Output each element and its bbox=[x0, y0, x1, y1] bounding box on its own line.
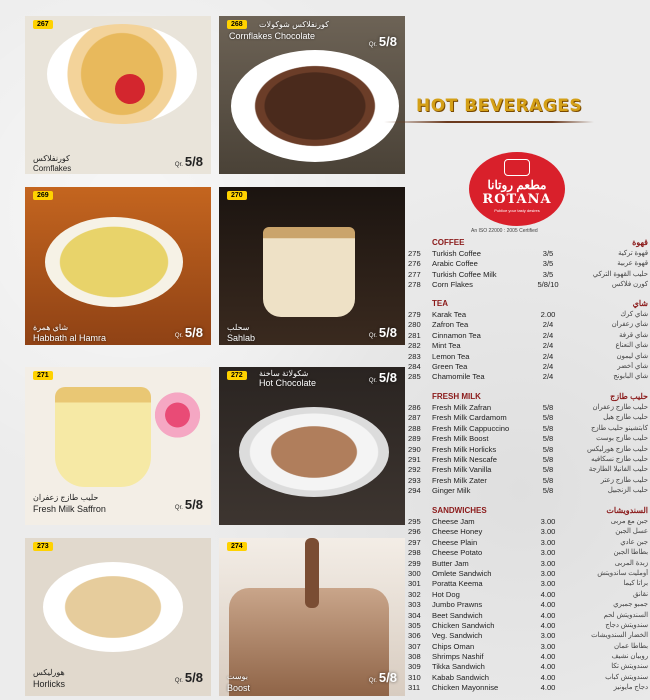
menu-item bbox=[408, 445, 648, 455]
tile-cornflakes-chocolate bbox=[219, 16, 405, 174]
menu-item-name-ar: سندويتش كباب bbox=[605, 673, 648, 681]
menu-item-name-en: Chamomile Tea bbox=[432, 372, 485, 382]
menu-item-price: 5/8 bbox=[542, 444, 554, 454]
menu-item-name-en: Zafron Tea bbox=[432, 320, 469, 330]
menu-item-name-ar: شاي كرك bbox=[620, 311, 648, 318]
menu-item-number: 277 bbox=[408, 269, 421, 279]
item-price: Qr. 5/8 bbox=[368, 325, 397, 340]
menu-item-price: 5/8 bbox=[542, 423, 554, 433]
title-divider bbox=[384, 121, 594, 123]
menu-item-number: 301 bbox=[408, 579, 421, 589]
item-name-en: Boost bbox=[227, 683, 251, 693]
menu-item-name-ar: السندويتش لحم bbox=[603, 611, 648, 619]
item-number: 271 bbox=[33, 371, 53, 380]
menu-item-name-en: Beet Sandwich bbox=[432, 610, 483, 620]
menu-item bbox=[408, 403, 648, 413]
menu-item-number: 286 bbox=[408, 403, 421, 412]
menu-item-number: 303 bbox=[408, 600, 421, 610]
item-price: Qr. 5/8 bbox=[174, 670, 203, 685]
menu-item-price: 3.00 bbox=[540, 548, 556, 558]
item-price: Qr. 5/8 bbox=[174, 497, 203, 512]
menu-item bbox=[408, 600, 648, 610]
menu-item bbox=[408, 548, 648, 558]
menu-item-name-ar: روبيان نشيف bbox=[611, 653, 648, 661]
menu-item-price: 3.00 bbox=[540, 568, 556, 578]
menu-item-price: 2/4 bbox=[542, 341, 554, 351]
menu-item-price: 3.00 bbox=[540, 537, 556, 547]
menu-item bbox=[408, 476, 648, 486]
menu-item-number: 300 bbox=[408, 568, 421, 578]
menu-item-number: 285 bbox=[408, 372, 421, 382]
menu-item bbox=[408, 579, 648, 589]
item-price: Qr. 5/8 bbox=[174, 325, 203, 340]
menu-item-number: 311 bbox=[408, 683, 421, 693]
menu-item-name-ar: حليب طازج زعتر bbox=[600, 476, 648, 484]
menu-item bbox=[408, 434, 648, 444]
item-name-en: Fresh Milk Saffron bbox=[33, 504, 106, 514]
menu-item-price: 4.00 bbox=[540, 620, 556, 630]
menu-item-name-ar: حليب طازج هيل bbox=[603, 414, 648, 422]
item-number: 273 bbox=[33, 542, 53, 551]
menu-item bbox=[408, 341, 648, 351]
menu-item-name-ar: شاي أخضر bbox=[617, 362, 648, 370]
menu-item-price: 2/4 bbox=[542, 351, 554, 361]
menu-item-number: 292 bbox=[408, 465, 421, 475]
flowers-image bbox=[150, 385, 205, 445]
menu-item-number: 306 bbox=[408, 631, 421, 641]
section-title-ar: السندويشات bbox=[606, 506, 648, 515]
menu-item-price: 3.00 bbox=[540, 641, 556, 651]
menu-item-price: 3.00 bbox=[540, 631, 556, 641]
menu-item-name-ar: كورن فلاكس bbox=[611, 281, 648, 289]
menu-item-name-en: Shrimps Nashif bbox=[432, 652, 484, 662]
menu-item-name-en: Green Tea bbox=[432, 361, 468, 371]
menu-item-number: 293 bbox=[408, 475, 421, 485]
menu-item-number: 280 bbox=[408, 320, 421, 330]
menu-item bbox=[408, 538, 648, 548]
menu-item-price: 5/8 bbox=[542, 403, 554, 412]
menu-item-number: 289 bbox=[408, 434, 421, 444]
menu-item-name-ar: سندويتش تكا bbox=[611, 663, 648, 671]
menu-item bbox=[408, 270, 648, 280]
menu-item-number: 278 bbox=[408, 280, 421, 290]
page-title: HOT BEVERAGES bbox=[416, 96, 583, 116]
hot-chocolate-cup-image bbox=[239, 407, 389, 497]
menu-item-number: 298 bbox=[408, 548, 421, 558]
menu-item-number: 309 bbox=[408, 662, 421, 672]
menu-item-number: 294 bbox=[408, 486, 421, 496]
menu-item-name-en: Turkish Coffee bbox=[432, 249, 481, 258]
menu-item-price: 3.00 bbox=[540, 579, 556, 589]
menu-item-name-en: Chicken Sandwich bbox=[432, 620, 495, 630]
menu-item-number: 287 bbox=[408, 413, 421, 423]
menu-item-number: 307 bbox=[408, 641, 421, 651]
menu-item-name-en: Omlete Sandwich bbox=[432, 568, 492, 578]
item-name-ar: كورنفلاكس bbox=[33, 154, 70, 163]
menu-item bbox=[408, 320, 648, 330]
menu-item-name-ar: شاي النعناع bbox=[615, 342, 648, 350]
cornflakes-chocolate-bowl-image bbox=[231, 50, 399, 162]
menu-item-name-en: Kabab Sandwich bbox=[432, 672, 489, 682]
menu-item bbox=[408, 683, 648, 693]
menu-item-name-en: Poratta Keema bbox=[432, 579, 483, 589]
menu-item-name-en: Cheese Jam bbox=[432, 517, 475, 526]
menu-item-price: 4.00 bbox=[540, 683, 556, 693]
menu-item bbox=[408, 486, 648, 496]
menu-item bbox=[408, 362, 648, 372]
item-price: Qr. 5/8 bbox=[174, 154, 203, 169]
sahlab-glass-image bbox=[263, 227, 355, 317]
menu-item-name-ar: حليب الفانيلا الطازجة bbox=[588, 466, 648, 474]
menu-section-tea bbox=[408, 298, 648, 383]
menu-item-price: 5/8 bbox=[542, 434, 554, 444]
menu-item-name-ar: بطاطا الجبن bbox=[613, 549, 648, 557]
menu-item-name-en: Fresh Milk Cardamom bbox=[432, 413, 507, 423]
item-name-ar: كورنفلاكس شوكولات bbox=[259, 20, 329, 29]
item-name-en: Hot Chocolate bbox=[259, 378, 317, 388]
menu-item-name-en: Turkish Coffee Milk bbox=[432, 269, 497, 279]
menu-item bbox=[408, 611, 648, 621]
menu-item-number: 279 bbox=[408, 310, 421, 319]
menu-item-name-en: Cinnamon Tea bbox=[432, 330, 481, 340]
menu-item-name-en: Mint Tea bbox=[432, 341, 461, 351]
saffron-milk-glass-image bbox=[55, 387, 151, 487]
menu-item-name-en: Karak Tea bbox=[432, 310, 467, 319]
menu-item-price: 4.00 bbox=[540, 600, 556, 610]
menu-item-price: 3/5 bbox=[542, 259, 554, 269]
section-title-ar: شاي bbox=[632, 299, 648, 308]
menu-item-name-en: Hot Dog bbox=[432, 589, 460, 599]
menu-item-number: 276 bbox=[408, 259, 421, 269]
tile-sahlab bbox=[219, 187, 405, 345]
menu-item-number: 290 bbox=[408, 444, 421, 454]
section-title bbox=[408, 298, 648, 310]
crown-icon bbox=[504, 159, 530, 176]
menu-item-number: 296 bbox=[408, 527, 421, 537]
menu-item-name-ar: شاي البابونج bbox=[613, 373, 648, 381]
menu-item-name-ar: عسل الجبن bbox=[615, 528, 648, 536]
menu-item-name-ar: قهوة تركية bbox=[618, 250, 648, 257]
menu-item-number: 284 bbox=[408, 361, 421, 371]
menu-item bbox=[408, 517, 648, 527]
item-price: Qr. 5/8 bbox=[368, 370, 397, 385]
menu-item-name-en: Corn Flakes bbox=[432, 280, 473, 290]
tile-horlicks bbox=[25, 538, 211, 696]
menu-item-name-ar: شاي زعفران bbox=[611, 321, 648, 329]
menu-item-name-ar: نقانق bbox=[633, 590, 648, 598]
strawberry-image bbox=[115, 74, 145, 104]
menu-item-name-en: Fresh Milk Cappuccino bbox=[432, 423, 510, 433]
item-number: 274 bbox=[227, 542, 247, 551]
menu-item-name-en: Cheese Potato bbox=[432, 548, 483, 558]
menu-item-price: 3/5 bbox=[542, 249, 554, 258]
item-name-ar: سحلب bbox=[227, 323, 250, 332]
menu-section-coffee bbox=[408, 237, 648, 291]
section-title-en: SANDWICHES bbox=[432, 506, 487, 515]
menu-item-name-en: Fresh Milk Horlicks bbox=[432, 444, 497, 454]
item-name-en: Horlicks bbox=[33, 679, 66, 689]
menu-item-price: 4.00 bbox=[540, 610, 556, 620]
item-number: 272 bbox=[227, 371, 247, 380]
menu-item-name-ar: دجاج مايونيز bbox=[613, 684, 648, 692]
section-title bbox=[408, 391, 648, 403]
menu-item-price: 5/8 bbox=[542, 475, 554, 485]
menu-item-price: 5/8 bbox=[542, 454, 554, 464]
menu-item-price: 4.00 bbox=[540, 662, 556, 672]
menu-item-price: 2.00 bbox=[540, 310, 556, 319]
menu-item-price: 2/4 bbox=[542, 372, 554, 382]
menu-item bbox=[408, 280, 648, 290]
menu-item-number: 291 bbox=[408, 454, 421, 464]
menu-item-name-en: Tikka Sandwich bbox=[432, 662, 485, 672]
menu-item-name-en: Fresh Milk Zater bbox=[432, 475, 487, 485]
menu-item-name-en: Fresh Milk Zafran bbox=[432, 403, 492, 412]
menu-item-name-ar: حليب الزنجبيل bbox=[607, 487, 648, 495]
menu-item bbox=[408, 331, 648, 341]
menu-item bbox=[408, 465, 648, 475]
menu-item-name-ar: زبدة المربى bbox=[614, 559, 648, 567]
menu-item bbox=[408, 424, 648, 434]
menu-item-number: 305 bbox=[408, 620, 421, 630]
menu-item-number: 304 bbox=[408, 610, 421, 620]
rotana-logo bbox=[469, 152, 565, 226]
menu-item-number: 302 bbox=[408, 589, 421, 599]
menu-item-name-ar: براتا كيما bbox=[623, 580, 648, 588]
section-title-en: FRESH MILK bbox=[432, 392, 481, 401]
menu-item-name-ar: بطاطا عمان bbox=[614, 642, 648, 650]
menu-item bbox=[408, 372, 648, 382]
menu-item-number: 295 bbox=[408, 517, 421, 526]
item-number: 270 bbox=[227, 191, 247, 200]
menu-item-price: 5/8 bbox=[542, 413, 554, 423]
tile-hot-chocolate bbox=[219, 367, 405, 525]
menu-item-name-ar: سندويتش دجاج bbox=[605, 621, 648, 629]
menu-item-price: 3.00 bbox=[540, 527, 556, 537]
item-price: Qr. 5/8 bbox=[368, 34, 397, 49]
menu-item-number: 282 bbox=[408, 341, 421, 351]
item-name-en: Cornflakes Chocolate bbox=[229, 31, 316, 41]
menu-item-name-en: Chicken Mayonnise bbox=[432, 683, 499, 693]
menu-item-name-ar: قهوة عربية bbox=[617, 260, 648, 268]
menu-item-name-ar: حليب طازج بوست bbox=[596, 435, 648, 443]
menu-item-price: 5/8 bbox=[542, 486, 554, 496]
menu-item bbox=[408, 559, 648, 569]
menu-item-name-ar: جبن عادي bbox=[620, 538, 648, 546]
menu-item-name-ar: شاي ليمون bbox=[616, 352, 648, 360]
menu-item-price: 5/8/10 bbox=[537, 280, 559, 290]
menu-item-name-en: Cheese Plain bbox=[432, 537, 478, 547]
menu-item-name-ar: جمبو جمبري bbox=[613, 601, 648, 609]
menu-item bbox=[408, 310, 648, 320]
menu-item-name-en: Chips Oman bbox=[432, 641, 475, 651]
item-name-ar: شكولاتة ساخنة bbox=[259, 369, 309, 378]
menu-item bbox=[408, 249, 648, 259]
item-name-en: Cornflakes bbox=[33, 164, 72, 173]
menu-item-name-en: Arabic Coffee bbox=[432, 259, 478, 269]
menu-item-name-en: Jumbo Prawns bbox=[432, 600, 483, 610]
item-number: 269 bbox=[33, 191, 53, 200]
section-title bbox=[408, 505, 648, 517]
menu-item-name-ar: حليب طازج هورليكس bbox=[586, 445, 648, 453]
menu-item-price: 3/5 bbox=[542, 269, 554, 279]
item-number: 268 bbox=[227, 20, 247, 29]
menu-item bbox=[408, 673, 648, 683]
item-name-ar: حليب طازج زعفران bbox=[33, 493, 99, 502]
cornflakes-bowl-image bbox=[47, 24, 197, 124]
menu-item bbox=[408, 662, 648, 672]
menu-item bbox=[408, 352, 648, 362]
horlicks-cup-image bbox=[43, 562, 183, 652]
menu-item-number: 297 bbox=[408, 537, 421, 547]
menu-item bbox=[408, 621, 648, 631]
menu-item-name-ar: كابتشينو حليب طازج bbox=[590, 424, 648, 432]
menu-item bbox=[408, 527, 648, 537]
item-name-ar: شاي همرة bbox=[33, 323, 69, 332]
menu-item-number: 275 bbox=[408, 249, 421, 258]
menu-item bbox=[408, 259, 648, 269]
menu-item-name-en: Ginger Milk bbox=[432, 486, 471, 496]
tile-cornflakes bbox=[25, 16, 211, 174]
menu-item-name-en: Cheese Honey bbox=[432, 527, 483, 537]
section-title-ar: حليب طازج bbox=[610, 392, 648, 401]
menu-section-fresh-milk bbox=[408, 391, 648, 497]
menu-item-name-ar: أومليت ساندويتش bbox=[597, 569, 648, 577]
menu-item-name-en: Fresh Milk Boost bbox=[432, 434, 489, 444]
menu-item-number: 281 bbox=[408, 330, 421, 340]
menu-item-name-ar: حليب القهوة التركي bbox=[592, 270, 648, 278]
menu-section-sandwiches bbox=[408, 505, 648, 694]
item-number: 267 bbox=[33, 20, 53, 29]
tile-habbath-al-hamra bbox=[25, 187, 211, 345]
tile-fresh-milk-saffron bbox=[25, 367, 211, 525]
menu-item-price: 4.00 bbox=[540, 652, 556, 662]
menu-item-price: 2/4 bbox=[542, 330, 554, 340]
logo-tagline: Publice your tasty desires bbox=[494, 208, 540, 213]
logo-arabic-name: مطعم روتانا bbox=[487, 178, 547, 192]
item-name-ar: هورليكس bbox=[33, 668, 65, 677]
menu-item bbox=[408, 642, 648, 652]
menu-item-price: 2/4 bbox=[542, 320, 554, 330]
menu-item bbox=[408, 631, 648, 641]
menu-item-name-en: Lemon Tea bbox=[432, 351, 470, 361]
menu-item-price: 5/8 bbox=[542, 465, 554, 475]
menu-item-number: 310 bbox=[408, 672, 421, 682]
menu-item bbox=[408, 590, 648, 600]
menu-item-number: 299 bbox=[408, 558, 421, 568]
menu-item-price: 3.00 bbox=[540, 517, 556, 526]
menu-item-price: 3.00 bbox=[540, 558, 556, 568]
menu-item-name-en: Fresh Milk Vanilla bbox=[432, 465, 492, 475]
section-title-ar: قهوة bbox=[632, 238, 648, 247]
menu-item-name-en: Veg. Sandwich bbox=[432, 631, 483, 641]
menu-item-name-ar: حليب طازج زعفران bbox=[592, 404, 648, 411]
menu-item bbox=[408, 455, 648, 465]
menu-item-name-en: Butter Jam bbox=[432, 558, 469, 568]
iso-certification: An ISO 22000 : 2005 Certified bbox=[471, 228, 538, 234]
item-name-en: Habbath al Hamra bbox=[33, 333, 107, 343]
menu-item-name-ar: حليب طازج نسكافيه bbox=[591, 455, 648, 463]
menu-item-price: 4.00 bbox=[540, 589, 556, 599]
menu-item-price: 2/4 bbox=[542, 361, 554, 371]
logo-english-name: ROTANA bbox=[482, 192, 552, 207]
menu-item-name-ar: الخضار السندويشات bbox=[591, 632, 648, 640]
menu-item bbox=[408, 569, 648, 579]
menu-item-number: 283 bbox=[408, 351, 421, 361]
boost-pour-image bbox=[305, 538, 319, 608]
tile-boost bbox=[219, 538, 405, 696]
menu-item bbox=[408, 652, 648, 662]
menu-item-name-ar: شاي قرفة bbox=[619, 331, 648, 339]
menu-item-name-ar: جبن مع مربى bbox=[610, 518, 648, 525]
item-name-ar: بوست bbox=[227, 672, 248, 681]
menu-item-number: 288 bbox=[408, 423, 421, 433]
section-title-en: COFFEE bbox=[432, 238, 465, 247]
menu-item-price: 4.00 bbox=[540, 672, 556, 682]
section-title-en: TEA bbox=[432, 299, 448, 308]
section-title bbox=[408, 237, 648, 249]
item-price: Qr. 5/8 bbox=[368, 670, 397, 685]
habbath-bowl-image bbox=[45, 217, 183, 307]
menu-item bbox=[408, 413, 648, 423]
menu-item-number: 308 bbox=[408, 652, 421, 662]
menu-item-name-en: Fresh Milk Nescafe bbox=[432, 454, 497, 464]
item-name-en: Sahlab bbox=[227, 333, 256, 343]
